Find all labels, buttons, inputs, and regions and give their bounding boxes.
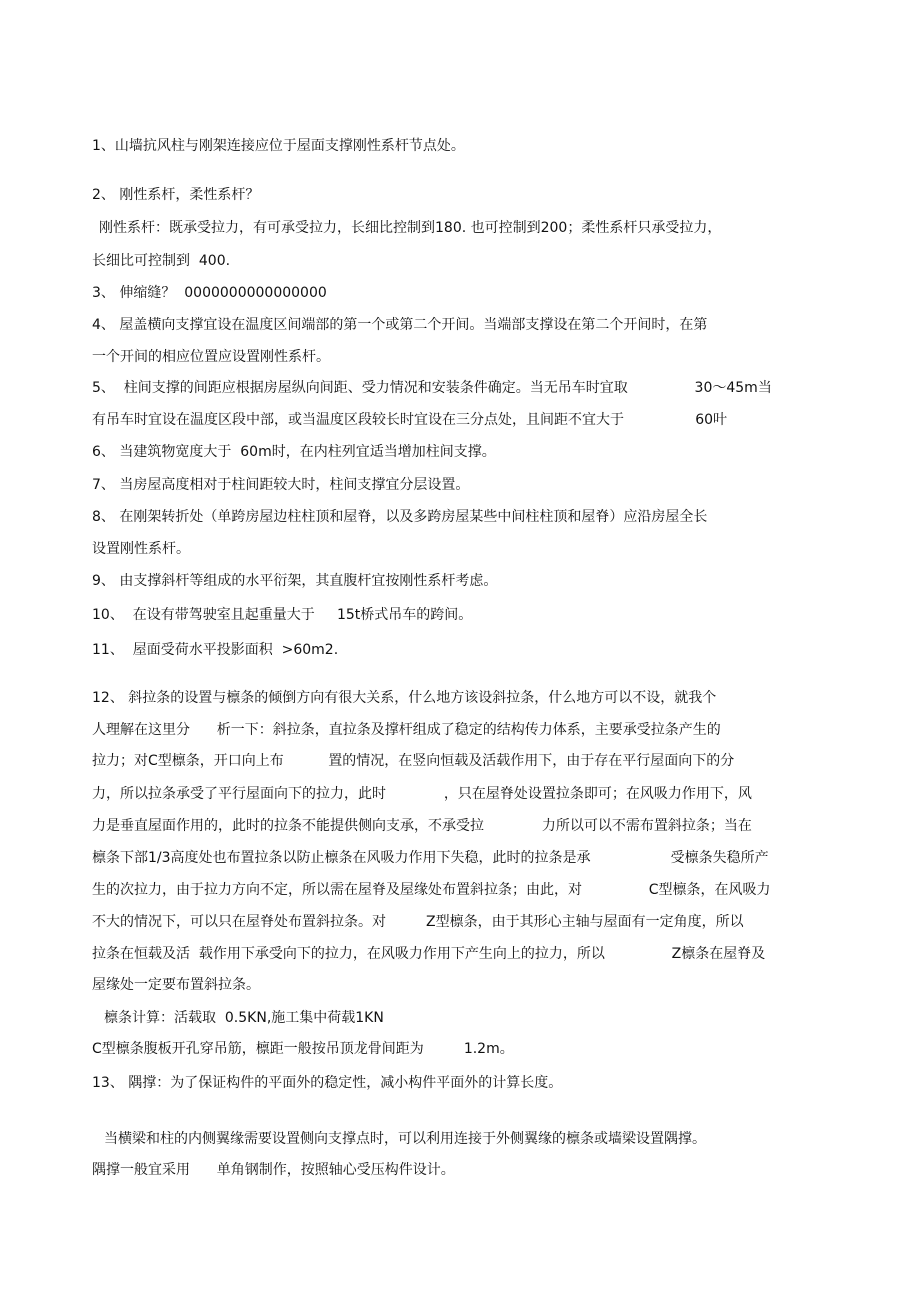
- item-8-text: 8、 在刚架转折处（单跨房屋边柱柱顶和屋脊，以及多跨房屋某些中间柱柱顶和屋脊）应沿房屋全长: [92, 509, 708, 525]
- item-4-text: 4、 屋盖横向支撑宜设在温度区间端部的第一个或第二个开间。当端部支撑设在第二个开间时，在第: [92, 317, 708, 333]
- item-2-text-cont: 长细比可控制到 400.: [92, 253, 231, 269]
- item-12-text: 12、 斜拉条的设置与檩条的倾倒方向有很大关系，什么地方该设斜拉条，什么地方可以不设，就我个: [92, 690, 717, 706]
- item-5-text-cont: 有吊车时宜设在温度区段中部，或当温度区段较长时宜设在三分点处，且间距不宜大于 60叶: [92, 412, 728, 428]
- item-1-text: 1、山墙抗风柱与刚架连接应位于屋面支撑刚性系杆节点处。: [92, 138, 465, 154]
- item-13-detail: 当横梁和柱的内侧翼缘需要设置侧向支撑点时，可以利用连接于外侧翼缘的檩条或墙梁设置隅撑。: [104, 1131, 706, 1147]
- item-12-text-cont: 檩条下部1/3高度处也布置拉条以防止檩条在风吸力作用下失稳，此时的拉条是承 受檩条失稳所产: [92, 850, 769, 866]
- item-10-text: 10、 在设有带驾驶室且起重量大于 15t桥式吊车的跨间。: [92, 607, 473, 623]
- item-7-text: 7、 当房屋高度相对于柱间距较大时，柱间支撑宜分层设置。: [92, 477, 470, 493]
- item-4-text-cont: 一个开间的相应位置应设置刚性系杆。: [92, 349, 330, 365]
- item-9-text: 9、 由支撑斜杆等组成的水平衍架，其直腹杆宜按刚性系杆考虑。: [92, 573, 498, 589]
- purlin-calc-text: 檩条计算：活载取 0.5KN,施工集中荷载1KN: [104, 1010, 384, 1026]
- item-13-text: 13、 隅撑：为了保证构件的平面外的稳定性，减小构件平面外的计算长度。: [92, 1075, 563, 1091]
- item-5-text: 5、 柱间支撑的间距应根据房屋纵向间距、受力情况和安装条件确定。当无吊车时宜取 30～45m当: [92, 380, 772, 396]
- item-13-detail-cont: 隅撑一般宜采用 单角钢制作，按照轴心受压构件设计。: [92, 1162, 455, 1178]
- item-12-text-cont: 不大的情况下，可以只在屋脊处布置斜拉条。对 Z型檩条，由于其形心主轴与屋面有一定角度，所以: [92, 914, 744, 930]
- item-3-text: 3、 伸缩缝？ 0000000000000000: [92, 285, 327, 301]
- item-6-text: 6、 当建筑物宽度大于 60m时，在内柱列宜适当增加柱间支撑。: [92, 444, 496, 460]
- item-12-text-cont: 生的次拉力，由于拉力方向不定，所以需在屋脊及屋缘处布置斜拉条；由此，对 C型檩条，在风吸力: [92, 882, 771, 898]
- item-12-text-cont: 屋缘处一定要布置斜拉条。: [92, 977, 260, 993]
- item-2-heading: 2、 刚性系杆，柔性系杆？: [92, 187, 260, 203]
- item-12-text-cont: 拉条在恒载及活 载作用下承受向下的拉力，在风吸力作用下产生向上的拉力，所以 Z檩条在屋脊及: [92, 946, 766, 962]
- item-12-text-cont: 拉力；对C型檩条，开口向上布 置的情况，在竖向恒载及活载作用下，由于存在平行屋面向下的分: [92, 753, 735, 769]
- item-2-text: 刚性系杆：既承受拉力，有可承受拉力，长细比控制到180. 也可控制到200；柔性系杆只承受拉力，: [99, 220, 722, 236]
- item-11-text: 11、 屋面受荷水平投影面积 >60m2.: [92, 642, 339, 658]
- item-8-text-cont: 设置刚性系杆。: [92, 541, 190, 557]
- item-12-text-cont: 力，所以拉条承受了平行屋面向下的拉力，此时 ，只在屋脊处设置拉条即可；在风吸力作用下，风: [92, 786, 752, 802]
- item-12-text-cont: 力是垂直屋面作用的，此时的拉条不能提供侧向支承，不承受拉 力所以可以不需布置斜拉条；当在: [92, 818, 752, 834]
- purlin-c-text: C型檩条腹板开孔穿吊筋，檩距一般按吊顶龙骨间距为 1.2m。: [92, 1041, 514, 1057]
- item-12-text-cont: 人理解在这里分 析一下：斜拉条，直拉条及撑杆组成了稳定的结构传力体系，主要承受拉条产生的: [92, 722, 721, 738]
